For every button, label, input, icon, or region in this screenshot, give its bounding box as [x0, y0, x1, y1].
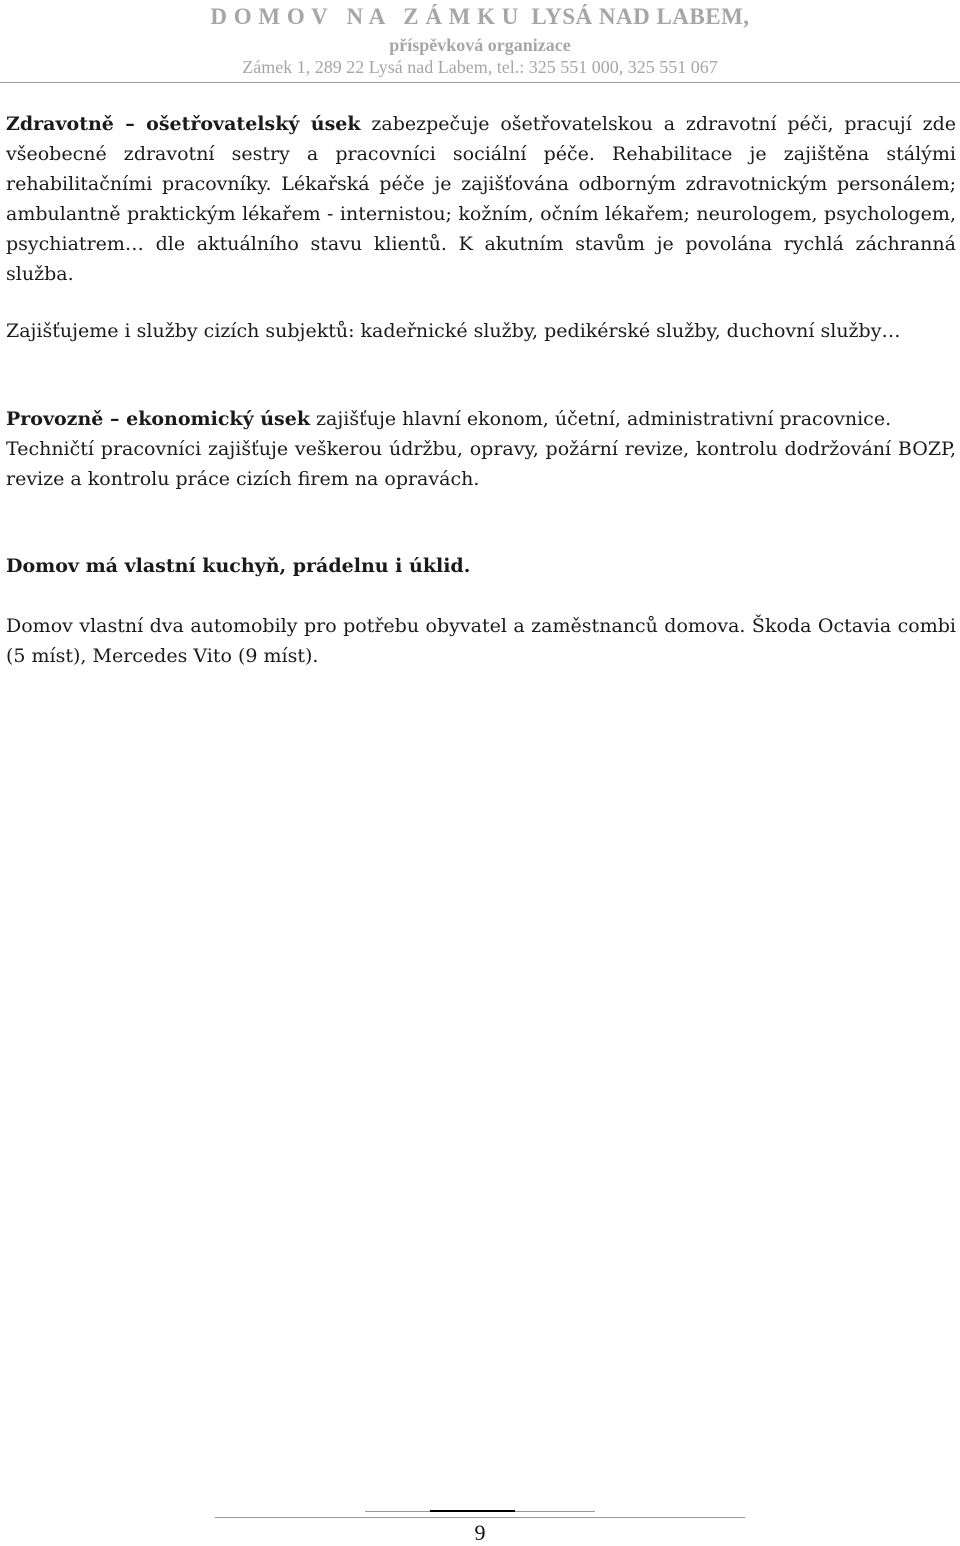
- paragraph-economic: [6, 404, 956, 434]
- heading-health-care: Zdravotně – ošetřovatelský úsek: [6, 113, 361, 135]
- section-health-care: [6, 109, 956, 289]
- section-vehicles: [6, 611, 956, 671]
- section-facilities: [6, 551, 956, 581]
- heading-facilities: Domov má vlastní kuchyň, prádelnu i úklid.: [6, 555, 471, 577]
- economic-text: zajišťuje hlavní ekonom, účetní, administrativní pracovnice.: [310, 408, 892, 430]
- header-subtitle: příspěvková organizace: [389, 35, 571, 55]
- medical-care-text: Lékařská péče je zajišťována odborným zdravotnickým personálem; ambulantně praktickým lékařem - internistou; kožním, očním lékařem; neurologem, psychologem, psychiatrem… dle aktuálního stavu klientů. K akutním stavům je povolána rychlá záchranná služba.: [6, 173, 956, 285]
- header-divider: [0, 82, 960, 83]
- paragraph-facilities: [6, 551, 956, 581]
- paragraph-vehicles: Domov vlastní dva automobily pro potřebu obyvatel a zaměstnanců domova. Škoda Octavia combi (5 míst), Mercedes Vito (9 míst).: [6, 615, 956, 667]
- paragraph-technical: Techničtí pracovníci zajišťuje veškerou údržbu, opravy, požární revize, kontrolu dodržování BOZP, revize a kontrolu práce cizích firem na opravách.: [6, 438, 956, 490]
- heading-economic: Provozně – ekonomický úsek: [6, 408, 310, 430]
- footer-divider-bottom: [215, 1517, 745, 1518]
- section-external-services: [6, 316, 956, 346]
- header-title: D O M O V N A Z Á M K U LYSÁ NAD LABEM,: [210, 4, 750, 29]
- paragraph-health-care: [6, 109, 956, 289]
- section-economic: [6, 404, 956, 494]
- paragraph-external-services: Zajišťujeme i služby cizích subjektů: kadeřnické služby, pedikérské služby, duchovní služby…: [6, 320, 901, 342]
- page-number: 9: [474, 1520, 486, 1545]
- footer-divider-accent: [430, 1510, 515, 1512]
- health-care-text: zabezpečuje ošetřovatelskou a zdravotní péči, pracují zde všeobecné zdravotní sestry a pracovníci sociální péče. Rehabilitace je zajištěna stálými rehabilitačními pracovníky.: [6, 113, 957, 195]
- header-address: Zámek 1, 289 22 Lysá nad Labem, tel.: 325 551 000, 325 551 067: [242, 57, 718, 77]
